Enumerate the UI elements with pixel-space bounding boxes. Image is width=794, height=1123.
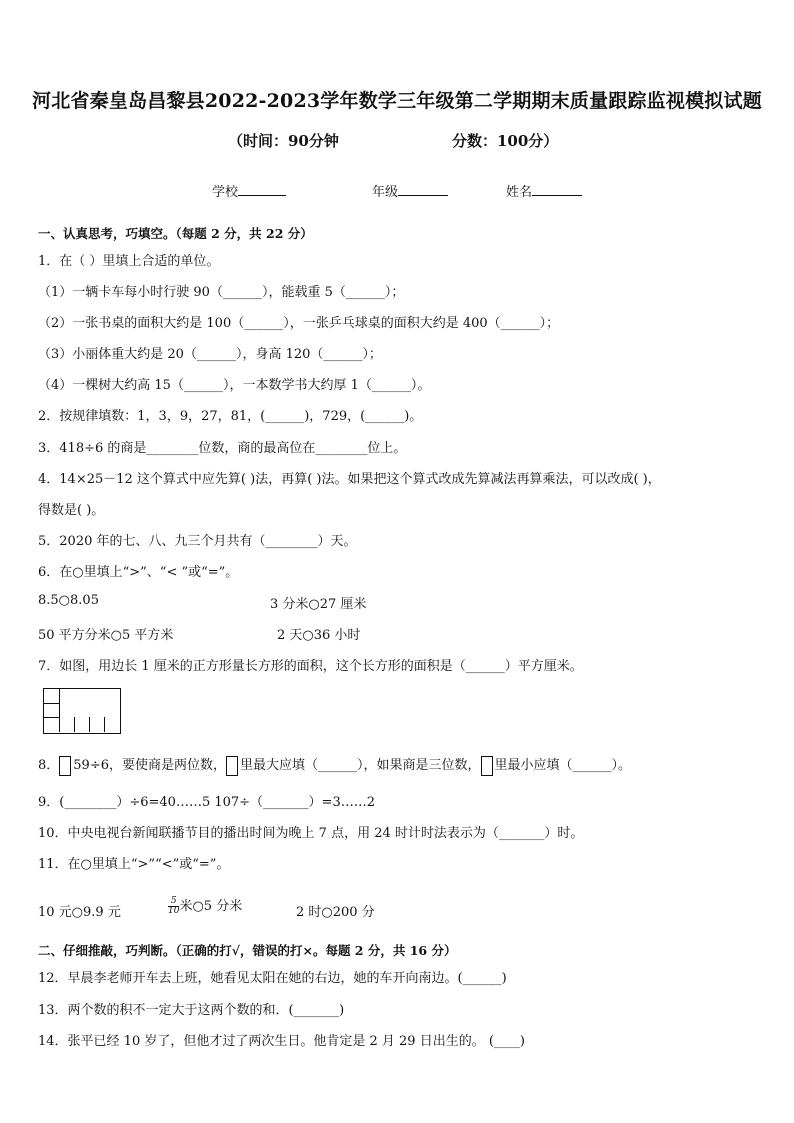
question-8-number: 8． xyxy=(38,758,60,773)
question-11-b xyxy=(168,895,242,916)
question-1: 1．在（ ）里填上合适的单位。 xyxy=(38,254,220,269)
section-2-heading: 二、仔细推敲，巧判断。（正确的打√，错误的打×。每题 2 分，共 16 分） xyxy=(38,943,457,958)
question-5: 5．2020 年的七、八、九三个月共有（________）天。 xyxy=(38,534,357,549)
school-blank[interactable] xyxy=(238,183,286,196)
question-4-cont: 得数是( )。 xyxy=(38,503,105,518)
question-11-a: 10 元○9.9 元 xyxy=(38,905,121,920)
name-label: 姓名 xyxy=(506,185,533,200)
answer-box[interactable] xyxy=(59,756,71,776)
grid-cell xyxy=(44,689,60,704)
exam-time: （时间：90分钟 xyxy=(228,132,339,150)
question-13: 13．两个数的积不一定大于这两个数的和．(_______) xyxy=(38,1003,345,1018)
school-label: 学校 xyxy=(212,185,239,200)
school-field xyxy=(212,181,286,200)
question-4: 4．14×25－12 这个算式中应先算( )法，再算( )法。如果把这个算式改成先算减法再算乘法，可以改成( )， xyxy=(38,472,661,487)
fraction-denominator: 10 xyxy=(168,906,180,916)
page-title: 河北省秦皇岛昌黎县2022-2023学年数学三年级第二学期期末质量跟踪监视模拟试题 xyxy=(32,90,762,112)
grid-cell xyxy=(59,717,75,732)
question-10: 10．中央电视台新闻联播节目的播出时间为晚上 7 点，用 24 时计时法表示为（_______）时。 xyxy=(38,826,584,841)
question-1-1: （1）一辆卡车每小时行驶 90（______），能载重 5（______）； xyxy=(38,285,405,300)
question-2: 2．按规律填数：1，3，9，27，81，(______)，729，(______)。 xyxy=(38,409,423,424)
fraction-five-tenths xyxy=(168,897,179,916)
question-12: 12．早晨李老师开车去上班，她看见太阳在她的右边，她的车开向南边。(______) xyxy=(38,971,507,986)
answer-box[interactable] xyxy=(226,756,238,776)
grade-blank[interactable] xyxy=(398,183,448,196)
grade-field xyxy=(372,181,448,200)
question-8 xyxy=(38,754,631,776)
question-11: 11．在○里填上“>”“<”或“=”。 xyxy=(38,857,230,872)
question-7: 7．如图，用边长 1 厘米的正方形量长方形的面积，这个长方形的面积是（______）平方厘米。 xyxy=(38,659,583,674)
question-6: 6．在○里填上“>”、“< ”或“=”。 xyxy=(38,565,239,580)
question-1-3: （3）小丽体重大约是 20（______），身高 120（______）； xyxy=(38,347,382,362)
question-6-d: 2 天○36 小时 xyxy=(277,628,361,643)
question-9: 9．(________）÷6=40……5 107÷（_______）=3……2 xyxy=(38,795,375,810)
grade-label: 年级 xyxy=(372,185,399,200)
name-field xyxy=(506,181,582,200)
question-6-b: 3 分米○27 厘米 xyxy=(270,597,367,612)
question-11-b-text: 米○5 分米 xyxy=(179,899,243,914)
grid-cell xyxy=(44,703,60,718)
rectangle-grid-figure xyxy=(43,688,121,734)
name-blank[interactable] xyxy=(532,183,582,196)
question-3: 3．418÷6 的商是________位数，商的最高位在________位上。 xyxy=(38,441,407,456)
grid-cell xyxy=(89,717,105,732)
question-8-text-2: 里最大应填（______），如果商是三位数， xyxy=(240,758,481,773)
question-6-c: 50 平方分米○5 平方米 xyxy=(38,628,174,643)
section-1-heading: 一、认真思考，巧填空。（每题 2 分，共 22 分） xyxy=(38,226,313,241)
question-8-text-3: 里最小应填（______）。 xyxy=(494,758,632,773)
question-1-4: （4）一棵树大约高 15（______），一本数学书大约厚 1（______）。 xyxy=(38,378,431,393)
question-11-c: 2 时○200 分 xyxy=(296,905,375,920)
question-14: 14．张平已经 10 岁了，但他才过了两次生日。他肯定是 2 月 29 日出生的。 (____) xyxy=(38,1034,525,1049)
question-6-a: 8.5○8.05 xyxy=(38,593,99,608)
question-1-2: （2）一张书桌的面积大约是 100（______），一张乒乓球桌的面积大约是 400（______）； xyxy=(38,316,560,331)
fraction-numerator: 5 xyxy=(168,897,179,907)
grid-cell xyxy=(74,717,90,732)
answer-box[interactable] xyxy=(481,756,493,776)
exam-score: 分数：100分） xyxy=(452,132,559,150)
grid-cell xyxy=(44,717,60,732)
question-8-text-1: 59÷6，要使商是两位数， xyxy=(73,758,226,773)
